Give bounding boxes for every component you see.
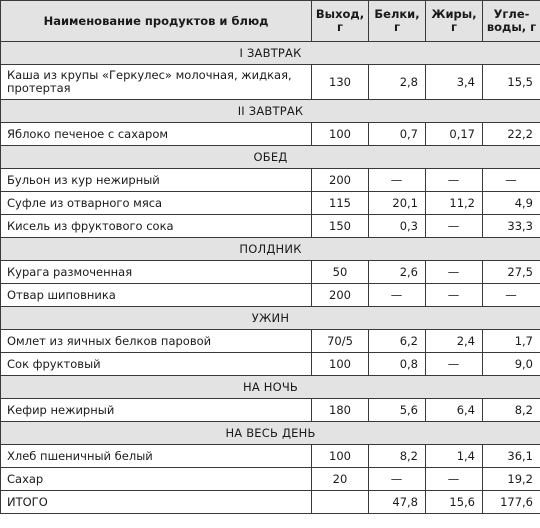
table-row [1, 192, 540, 215]
section-row [1, 42, 540, 65]
total-label: ИТОГО [1, 491, 312, 514]
row-name: Омлет из яичных белков паровой [1, 330, 312, 353]
row-protein: 20,1 [369, 192, 426, 215]
table-row [1, 468, 540, 491]
table-row [1, 445, 540, 468]
row-protein: 8,2 [369, 445, 426, 468]
table-row [1, 215, 540, 238]
table-row [1, 330, 540, 353]
section-title: ОБЕД [1, 146, 540, 169]
row-name: Кефир нежирный [1, 399, 312, 422]
row-carbs: — [483, 169, 540, 192]
row-protein: 5,6 [369, 399, 426, 422]
row-output: 130 [312, 65, 369, 100]
section-row [1, 238, 540, 261]
header-protein: Белки, г [369, 1, 426, 42]
row-protein: 0,8 [369, 353, 426, 376]
row-protein: 2,6 [369, 261, 426, 284]
row-fat: — [426, 169, 483, 192]
row-carbs: 1,7 [483, 330, 540, 353]
section-row [1, 146, 540, 169]
row-output: 100 [312, 123, 369, 146]
row-output: 100 [312, 445, 369, 468]
row-protein: 0,3 [369, 215, 426, 238]
row-carbs: 4,9 [483, 192, 540, 215]
row-fat: 1,4 [426, 445, 483, 468]
row-name: Каша из крупы «Геркулес» молочная, жидкая, протертая [1, 65, 312, 100]
total-fat: 15,6 [426, 491, 483, 514]
row-output: 150 [312, 215, 369, 238]
table-row [1, 284, 540, 307]
row-name: Отвар шиповника [1, 284, 312, 307]
row-carbs: 15,5 [483, 65, 540, 100]
section-title: НА ВЕСЬ ДЕНЬ [1, 422, 540, 445]
section-row [1, 100, 540, 123]
table-row [1, 65, 540, 100]
table-row [1, 353, 540, 376]
row-name: Суфле из отварного мяса [1, 192, 312, 215]
total-row [1, 491, 540, 514]
row-output: 20 [312, 468, 369, 491]
row-fat: — [426, 353, 483, 376]
section-title: ПОЛДНИК [1, 238, 540, 261]
row-carbs: 33,3 [483, 215, 540, 238]
section-row [1, 307, 540, 330]
row-protein: 0,7 [369, 123, 426, 146]
row-name: Сахар [1, 468, 312, 491]
total-output [312, 491, 369, 514]
row-fat: 6,4 [426, 399, 483, 422]
row-fat: 3,4 [426, 65, 483, 100]
row-name: Хлеб пшеничный белый [1, 445, 312, 468]
section-title: II ЗАВТРАК [1, 100, 540, 123]
row-output: 100 [312, 353, 369, 376]
header-output: Выход, г [312, 1, 369, 42]
row-output: 200 [312, 284, 369, 307]
row-output: 200 [312, 169, 369, 192]
table-row [1, 261, 540, 284]
row-fat: — [426, 215, 483, 238]
row-name: Сок фруктовый [1, 353, 312, 376]
row-protein: — [369, 468, 426, 491]
row-name: Кисель из фруктового сока [1, 215, 312, 238]
table-row [1, 123, 540, 146]
row-carbs: 36,1 [483, 445, 540, 468]
row-protein: — [369, 284, 426, 307]
header-carbs: Угле- воды, г [483, 1, 540, 42]
row-carbs: 22,2 [483, 123, 540, 146]
row-carbs: 19,2 [483, 468, 540, 491]
section-title: I ЗАВТРАК [1, 42, 540, 65]
row-fat: — [426, 261, 483, 284]
row-output: 50 [312, 261, 369, 284]
row-fat: — [426, 468, 483, 491]
row-carbs: — [483, 284, 540, 307]
total-protein: 47,8 [369, 491, 426, 514]
section-title: УЖИН [1, 307, 540, 330]
total-carbs: 177,6 [483, 491, 540, 514]
table-row [1, 399, 540, 422]
row-name: Курага размоченная [1, 261, 312, 284]
row-protein: 6,2 [369, 330, 426, 353]
section-title: НА НОЧЬ [1, 376, 540, 399]
row-carbs: 9,0 [483, 353, 540, 376]
row-name: Бульон из кур нежирный [1, 169, 312, 192]
row-fat: — [426, 284, 483, 307]
section-row [1, 422, 540, 445]
row-protein: — [369, 169, 426, 192]
row-fat: 11,2 [426, 192, 483, 215]
row-carbs: 27,5 [483, 261, 540, 284]
section-row [1, 376, 540, 399]
table-body [1, 42, 540, 514]
row-carbs: 8,2 [483, 399, 540, 422]
row-name: Яблоко печеное с сахаром [1, 123, 312, 146]
row-fat: 2,4 [426, 330, 483, 353]
row-output: 70/5 [312, 330, 369, 353]
table-row [1, 169, 540, 192]
row-output: 115 [312, 192, 369, 215]
row-protein: 2,8 [369, 65, 426, 100]
header-fat: Жиры, г [426, 1, 483, 42]
row-fat: 0,17 [426, 123, 483, 146]
table-header [1, 1, 540, 42]
row-output: 180 [312, 399, 369, 422]
header-name: Наименование продуктов и блюд [1, 1, 312, 42]
